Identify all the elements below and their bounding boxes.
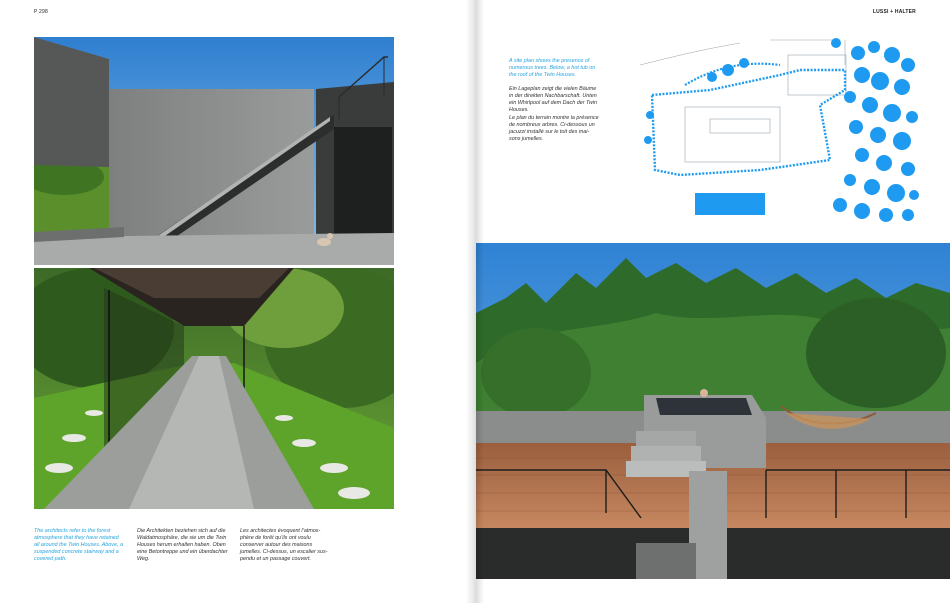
caption-right-english: A site plan shows the presence of numerous trees. Below, a hot tub on the roof of the Twin Houses. xyxy=(509,58,596,78)
caption-left-german: Die Architekten beziehen sich auf die Waldatmosphäre, die sie um die Twin Houses herum erhalten haben. Oben eine Betontreppe und ein überdachter Weg. xyxy=(137,528,228,562)
caption-right-french: Le plan du terrain montre la présence de nombreux arbres. Ci-dessous un jacuzzi installé sur le toit des mai- sons jumelles. xyxy=(509,115,599,142)
photo-concrete-stairway xyxy=(34,37,394,265)
photo-covered-path xyxy=(34,268,394,509)
caption-left-english: The architects refer to the forest atmosphere that they have retained all around the Twin Houses. Above, a suspended concrete stairway and a covered path. xyxy=(34,528,123,562)
caption-left-french: Les architectes évoquent l’atmos- phère de forêt qu’ils ont voulu conserver autour des maisons jumelles. Ci-dessus, un escalier sus- pendu et un passage couvert. xyxy=(240,528,328,562)
photo-rooftop-hot-tub xyxy=(476,243,950,579)
running-header: LUSSI + HALTER xyxy=(872,9,916,15)
caption-right-german: Ein Lageplan zeigt die vielen Bäume in der direkten Nachbarschaft. Unten ein Whirlpool auf dem Dach der Twin Houses. xyxy=(509,86,597,113)
page-number: P 298 xyxy=(34,9,48,15)
site-plan-drawing xyxy=(640,35,920,225)
